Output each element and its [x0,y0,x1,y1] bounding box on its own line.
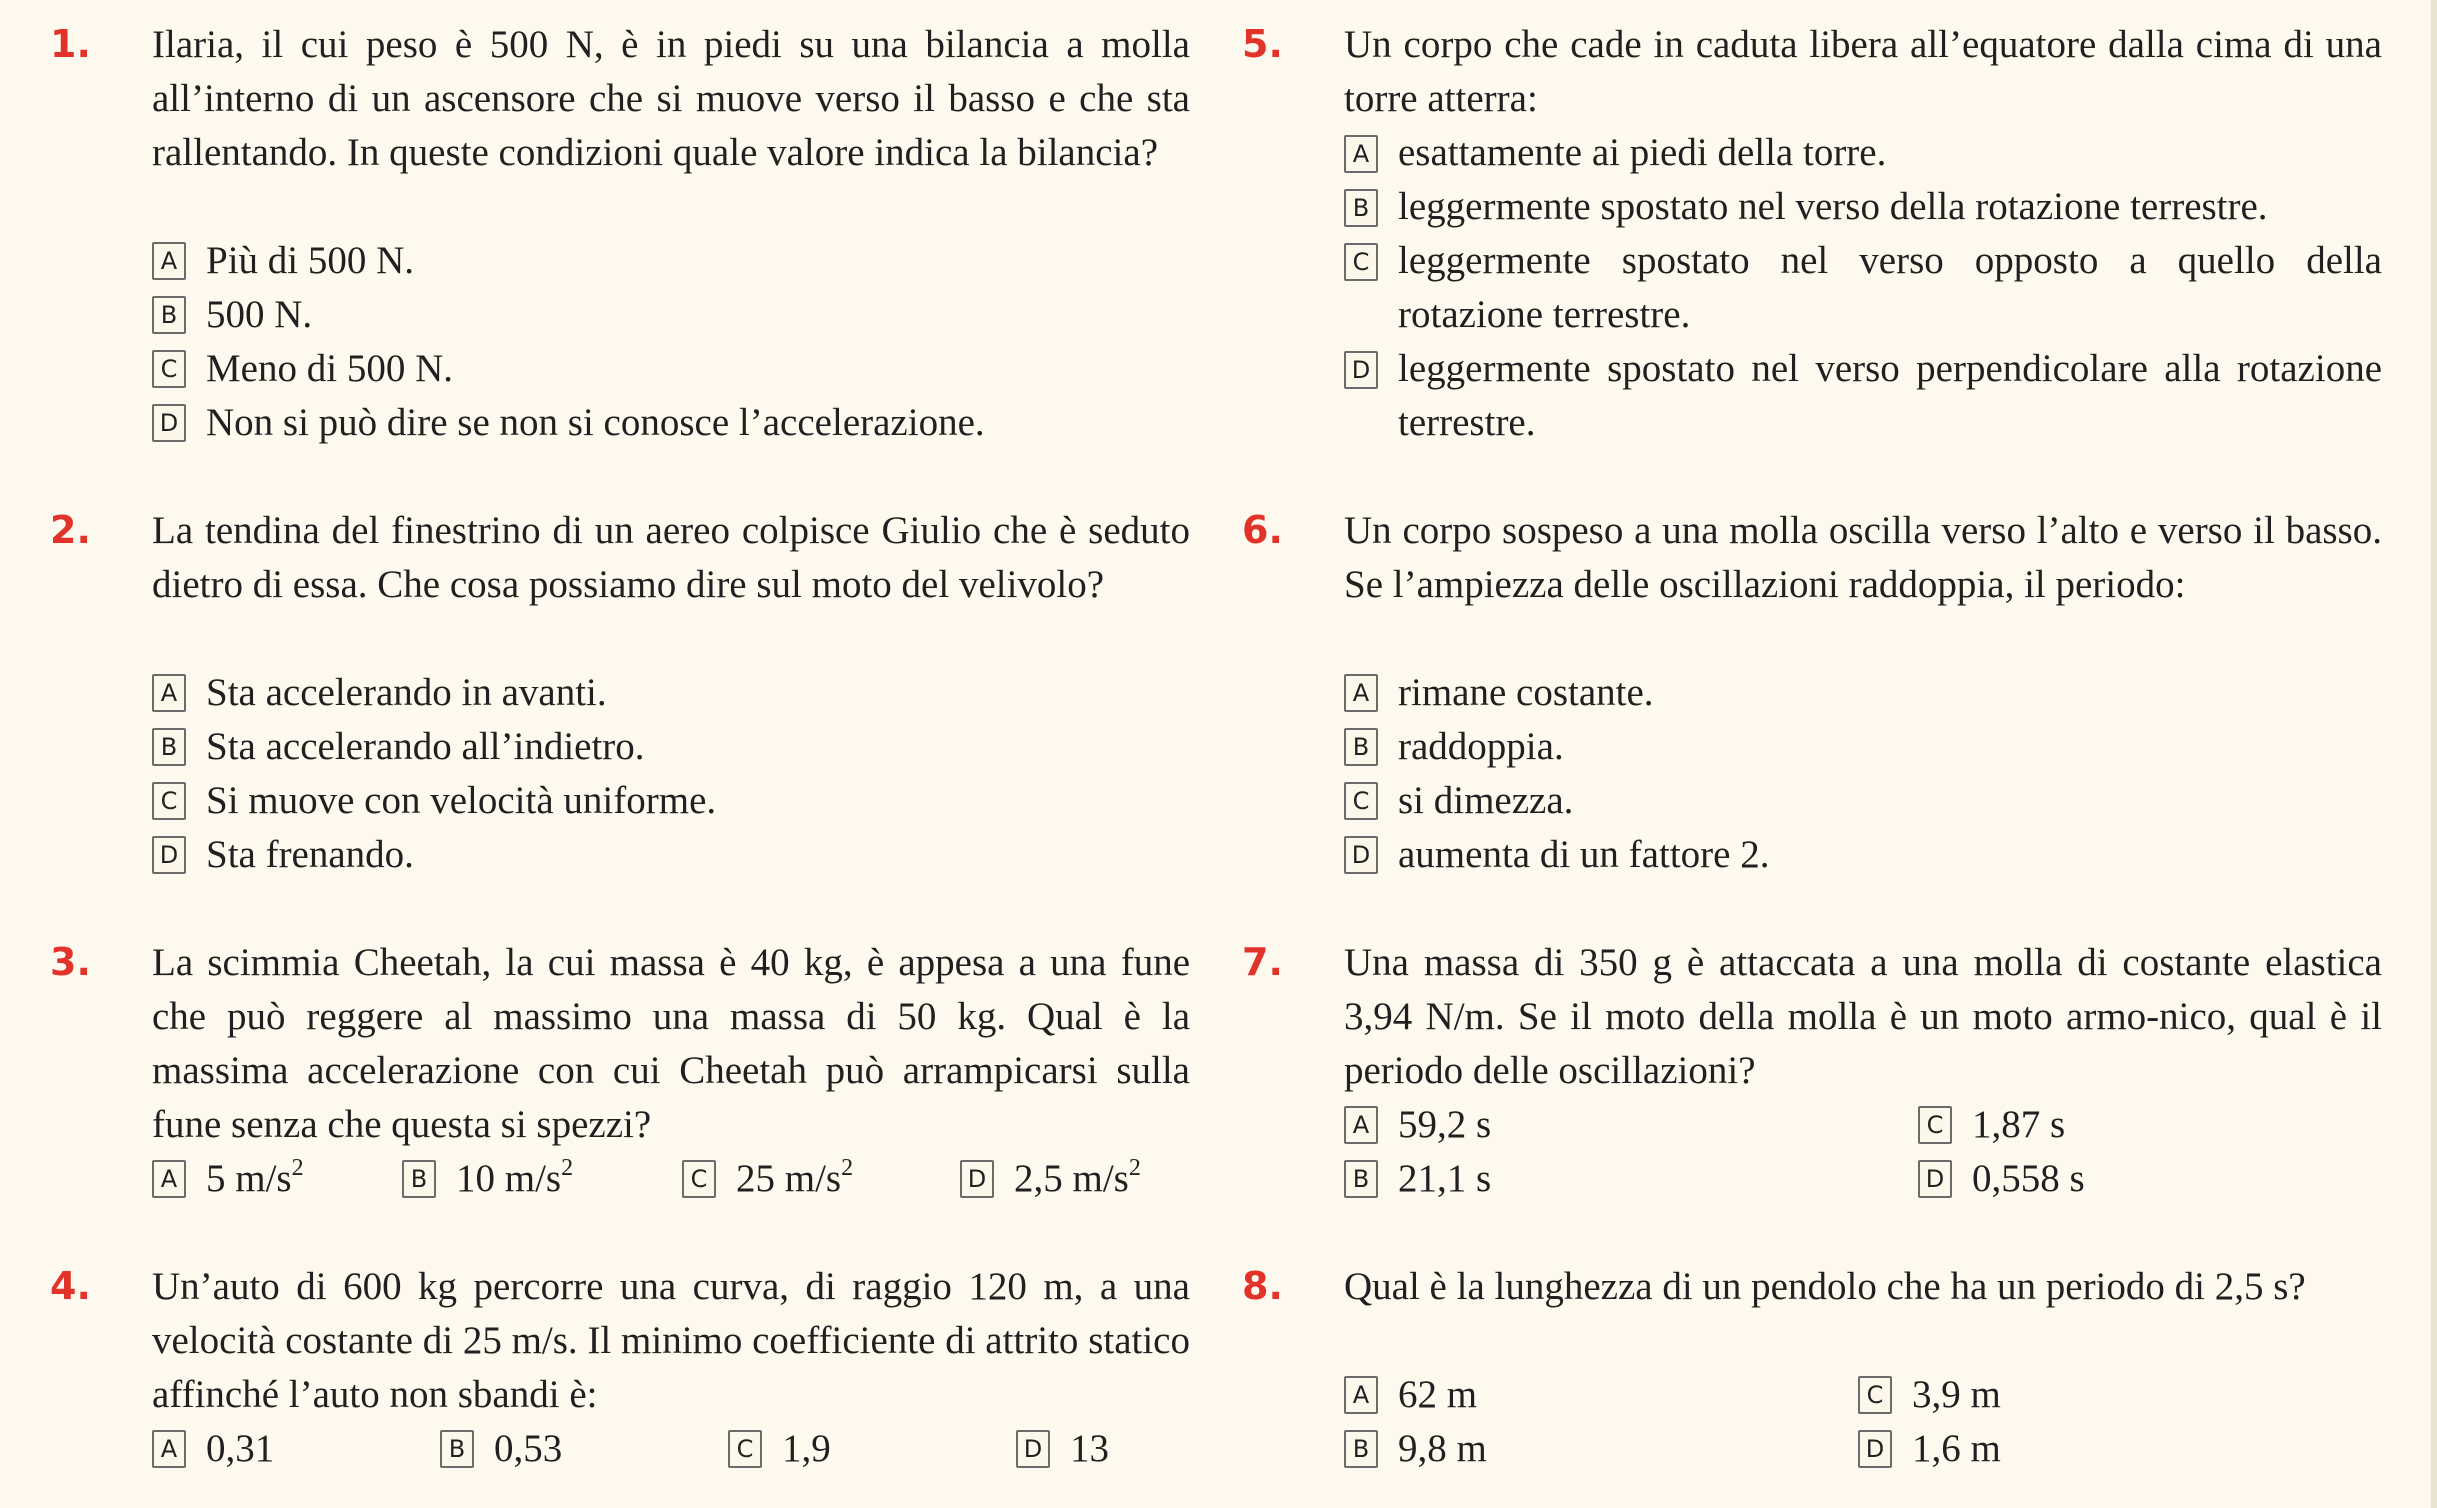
option-letter-box: C [152,782,186,820]
option-d[interactable] [1016,1422,1109,1476]
option-text: 1,6 m [1912,1427,2001,1470]
option-text: leggermente spostato nel verso della rotazione terrestre. [1398,185,2268,228]
option-b[interactable] [1344,720,2382,774]
option-text: leggermente spostato nel verso perpendicolare alla rotazione terrestre. [1398,347,2382,444]
option-letter-box: C [728,1430,762,1468]
options-row [1344,1368,2382,1422]
question-number: 2. [50,508,91,552]
option-letter-box: C [1344,782,1378,820]
option-a[interactable] [152,1422,274,1476]
option-text: Meno di 500 N. [206,347,453,390]
option-d[interactable] [960,1152,1141,1206]
option-b[interactable] [402,1152,573,1206]
option-a[interactable] [1344,1098,1491,1152]
option-text: 1,87 s [1972,1103,2066,1146]
option-letter-box: A [152,1160,186,1198]
option-letter-box: B [152,728,186,766]
question-text: Un corpo sospeso a una molla oscilla verso l’alto e verso il basso. Se l’ampiezza delle oscillazioni raddoppia, il periodo: [1344,509,2382,606]
option-letter-box: A [152,674,186,712]
option-text: 2,5 m/s [1014,1157,1129,1200]
option-c[interactable] [152,774,1190,828]
question-number: 1. [50,22,91,66]
option-text: Sta accelerando in avanti. [206,671,607,714]
option-letter-box: B [440,1430,474,1468]
option-text: 10 m/s [456,1157,562,1200]
option-d[interactable] [152,828,1190,882]
option-d[interactable] [1344,828,2382,882]
option-c[interactable] [152,342,1190,396]
question-text: Una massa di 350 g è attaccata a una molla di costante elastica 3,94 N/m. Se il moto della molla è un moto armo-nico, qual è il periodo delle oscillazioni? [1344,941,2382,1092]
option-c[interactable] [1344,774,2382,828]
option-b[interactable] [440,1422,562,1476]
option-text: Sta accelerando all’indietro. [206,725,645,768]
option-letter-box: A [1344,674,1378,712]
options-row [152,1422,1190,1476]
option-letter-box: B [1344,1160,1378,1198]
question-text: La tendina del finestrino di un aereo colpisce Giulio che è seduto dietro di essa. Che cosa possiamo dire sul moto del velivolo? [152,509,1190,606]
question-text: La scimmia Cheetah, la cui massa è 40 kg, è appesa a una fune che può reggere al massimo una massa di 50 kg. Qual è la massima accelerazione con cui Cheetah può arrampicarsi sulla fune senza che questa si spezzi? [152,941,1190,1146]
option-text: Si muove con velocità uniforme. [206,779,717,822]
option-b[interactable] [1344,1152,1491,1206]
option-letter-box: B [152,296,186,334]
question-text: Un’auto di 600 kg percorre una curva, di raggio 120 m, a una velocità costante di 25 m/s. Il minimo coefficiente di attrito statico affinché l’auto non sbandi è: [152,1265,1190,1416]
option-d[interactable] [1918,1152,2085,1206]
option-c[interactable] [1344,234,2382,342]
option-text: aumenta di un fattore 2. [1398,833,1770,876]
question-number: 5. [1242,22,1283,66]
options-row [1344,1422,2382,1476]
option-d[interactable] [1858,1422,2001,1476]
option-letter-box: D [152,404,186,442]
option-text: leggermente spostato nel verso opposto a quello della rotazione terrestre. [1398,239,2382,336]
option-letter-box: A [152,242,186,280]
options-row [1344,1152,2382,1206]
option-letter-box: D [152,836,186,874]
option-text: 0,53 [494,1427,563,1470]
option-letter-box: D [960,1160,994,1198]
option-c[interactable] [1858,1368,2001,1422]
option-letter-box: A [1344,135,1378,173]
options-row [152,1152,1190,1206]
option-text: si dimezza. [1398,779,1574,822]
option-letter-box: C [152,350,186,388]
option-exponent: 2 [841,1155,854,1181]
option-text: 5 m/s [206,1157,292,1200]
option-b[interactable] [1344,180,2382,234]
question-text: Un corpo che cade in caduta libera all’equatore dalla cima di una torre atterra: [1344,23,2382,120]
option-exponent: 2 [291,1155,304,1181]
option-letter-box: C [682,1160,716,1198]
option-letter-box: C [1858,1376,1892,1414]
option-b[interactable] [1344,1422,1487,1476]
question-number: 4. [50,1264,91,1308]
option-letter-box: A [1344,1376,1378,1414]
option-text: 0,558 s [1972,1157,2085,1200]
option-text: Sta frenando. [206,833,414,876]
option-letter-box: B [1344,728,1378,766]
option-exponent: 2 [561,1155,574,1181]
option-text: 1,9 [782,1427,831,1470]
option-text: 0,31 [206,1427,275,1470]
option-text: 62 m [1398,1373,1478,1416]
option-letter-box: A [1344,1106,1378,1144]
question-number: 7. [1242,940,1283,984]
page-edge [2431,0,2437,1508]
option-letter-box: D [1344,351,1378,389]
option-exponent: 2 [1128,1155,1141,1181]
option-text: 3,9 m [1912,1373,2001,1416]
option-text: esattamente ai piedi della torre. [1398,131,1887,174]
option-text: 13 [1070,1427,1109,1470]
option-letter-box: D [1016,1430,1050,1468]
option-letter-box: B [1344,189,1378,227]
option-d[interactable] [152,396,1190,450]
option-text: 21,1 s [1398,1157,1492,1200]
option-letter-box: B [402,1160,436,1198]
option-text: raddoppia. [1398,725,1564,768]
option-c[interactable] [682,1152,853,1206]
option-b[interactable] [152,288,1190,342]
question-number: 8. [1242,1264,1283,1308]
option-b[interactable] [152,720,1190,774]
option-a[interactable] [152,234,1190,288]
option-letter-box: C [1918,1106,1952,1144]
question-number: 3. [50,940,91,984]
option-letter-box: D [1344,836,1378,874]
option-letter-box: D [1858,1430,1892,1468]
question-text: Qual è la lunghezza di un pendolo che ha un periodo di 2,5 s? [1344,1265,2306,1308]
option-text: 25 m/s [736,1157,842,1200]
option-letter-box: C [1344,243,1378,281]
question-text: Ilaria, il cui peso è 500 N, è in piedi su una bilancia a molla all’interno di un ascensore che si muove verso il basso e che sta rallentando. In queste condizioni quale valore indica la bilancia? [152,23,1190,174]
option-text: Più di 500 N. [206,239,415,282]
option-a[interactable] [1344,126,2382,180]
option-letter-box: B [1344,1430,1378,1468]
option-a[interactable] [152,1152,304,1206]
options-row [1344,1098,2382,1152]
option-a[interactable] [1344,666,2382,720]
option-c[interactable] [1918,1098,2065,1152]
question-number: 6. [1242,508,1283,552]
option-a[interactable] [152,666,1190,720]
option-text: Non si può dire se non si conosce l’accelerazione. [206,401,985,444]
option-c[interactable] [728,1422,831,1476]
option-text: 500 N. [206,293,313,336]
option-text: 9,8 m [1398,1427,1487,1470]
option-a[interactable] [1344,1368,1477,1422]
option-d[interactable] [1344,342,2382,450]
option-text: rimane costante. [1398,671,1654,714]
option-letter-box: D [1918,1160,1952,1198]
option-text: 59,2 s [1398,1103,1492,1146]
option-letter-box: A [152,1430,186,1468]
